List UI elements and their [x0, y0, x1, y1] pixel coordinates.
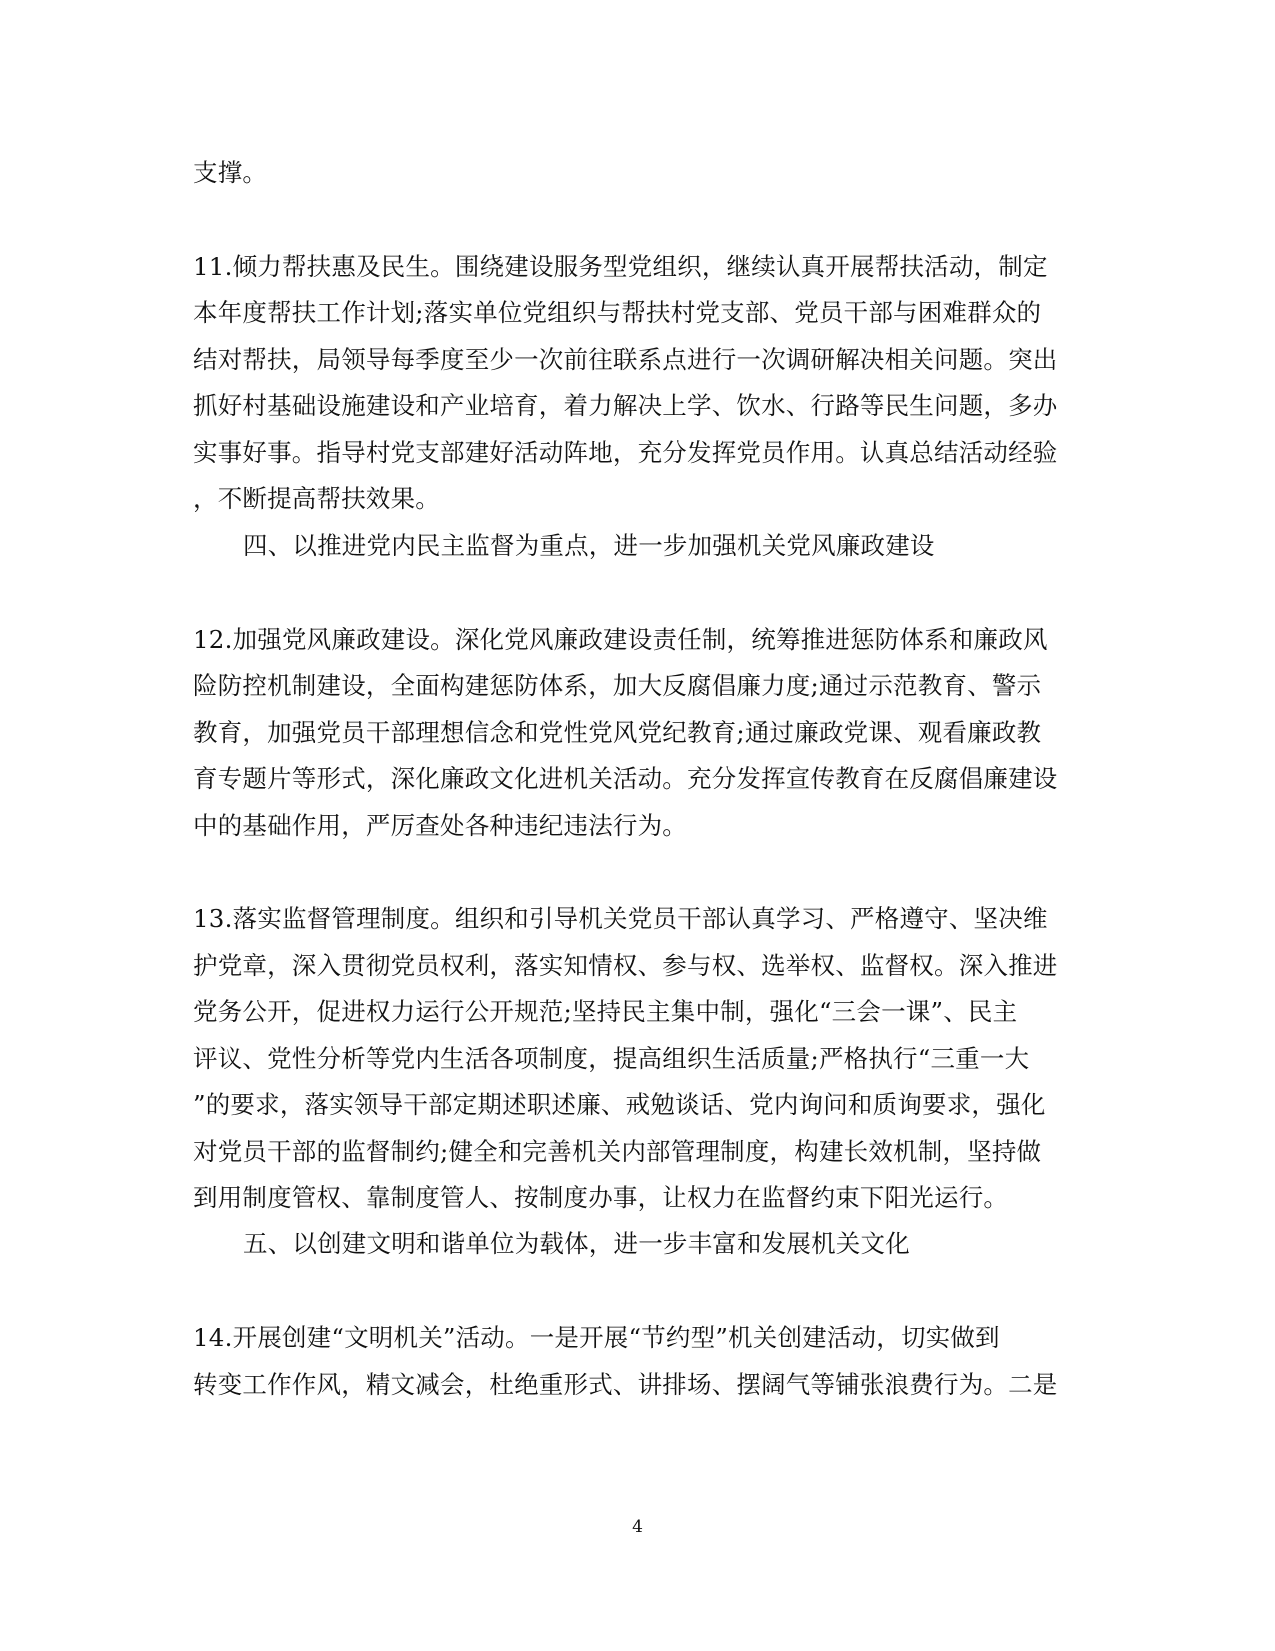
text-line: 结对帮扶，局领导每季度至少一次前往联系点进行一次调研解决相关问题。突出	[193, 345, 1058, 374]
text-line: 本年度帮扶工作计划;落实单位党组织与帮扶村党支部、党员干部与困难群众的	[193, 298, 1042, 327]
text-line: 对党员干部的监督制约;健全和完善机关内部管理制度，构建长效机制，坚持做	[193, 1137, 1042, 1166]
text-line: 14.开展创建“文明机关”活动。一是开展“节约型”机关创建活动，切实做到	[193, 1323, 1000, 1352]
text-line: 教育，加强党员干部理想信念和党性党风党纪教育;通过廉政党课、观看廉政教	[193, 718, 1042, 747]
section-heading: 五、以创建文明和谐单位为载体，进一步丰富和发展机关文化	[243, 1229, 910, 1258]
text-line: 抓好村基础设施建设和产业培育，着力解决上学、饮水、行路等民生问题，多办	[193, 391, 1058, 420]
text-line: 支撑。	[193, 158, 268, 187]
text-line: 到用制度管权、靠制度管人、按制度办事，让权力在监督约束下阳光运行。	[193, 1183, 1009, 1212]
page-number: 4	[632, 1517, 643, 1537]
text-line: 评议、党性分析等党内生活各项制度，提高组织生活质量;严格执行“三重一大	[193, 1044, 1030, 1073]
section-heading: 四、以推进党内民主监督为重点，进一步加强机关党风廉政建设	[243, 531, 935, 560]
text-line: ，不断提高帮扶效果。	[193, 484, 440, 513]
text-line: ”的要求，落实领导干部定期述职述廉、戒勉谈话、党内询问和质询要求，强化	[193, 1090, 1046, 1119]
text-line: 中的基础作用，严厉查处各种违纪违法行为。	[193, 811, 687, 840]
text-line: 险防控机制建设，全面构建惩防体系，加大反腐倡廉力度;通过示范教育、警示	[193, 671, 1042, 700]
text-line: 12.加强党风廉政建设。深化党风廉政建设责任制，统筹推进惩防体系和廉政风	[193, 625, 1048, 654]
text-line: 护党章，深入贯彻党员权利，落实知情权、参与权、选举权、监督权。深入推进	[193, 951, 1058, 980]
text-line: 育专题片等形式，深化廉政文化进机关活动。充分发挥宣传教育在反腐倡廉建设	[193, 764, 1058, 793]
text-line: 党务公开，促进权力运行公开规范;坚持民主集中制，强化“三会一课”、民主	[193, 997, 1018, 1026]
text-line: 转变工作作风，精文减会，杜绝重形式、讲排场、摆阔气等铺张浪费行为。二是	[193, 1370, 1058, 1399]
text-line: 13.落实监督管理制度。组织和引导机关党员干部认真学习、严格遵守、坚决维	[193, 904, 1048, 933]
text-line: 实事好事。指导村党支部建好活动阵地，充分发挥党员作用。认真总结活动经验	[193, 438, 1058, 467]
text-line: 11.倾力帮扶惠及民生。围绕建设服务型党组织，继续认真开展帮扶活动，制定	[193, 252, 1048, 281]
